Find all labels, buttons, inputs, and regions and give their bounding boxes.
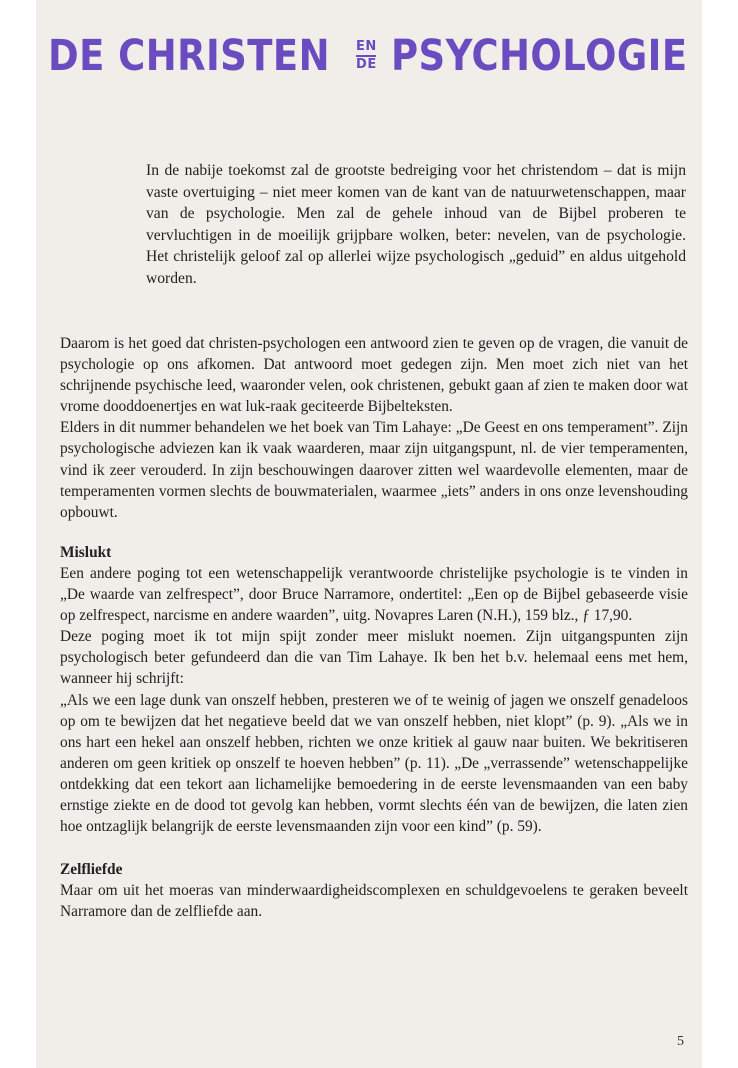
title-connector-top: EN <box>356 39 377 54</box>
title-connector <box>356 40 377 72</box>
intro-block <box>146 160 686 290</box>
page-number: 5 <box>677 1034 684 1049</box>
paragraph-4: Deze poging moet ik tot mijn spijt zonder meer mislukt noemen. Zijn uitgangspunten zijn psychologisch beter gefundeerd dan die van Tim Lahaye. Ik ben het b.v. helemaal eens met hem, wanneer hij schrijft: <box>60 628 688 688</box>
paragraph-5: „Als we een lage dunk van onszelf hebben, presteren we of te weinig of jagen we onszelf genadeloos op om te bewijzen dat het negatieve beeld dat we van onszelf hebben, niet klopt” (p. 9). „Als we in ons hart een hekel aan onszelf hebben, richten we onze kritiek al gauw naar buiten. We bekritiseren anderen om geen kritiek op onszelf te hoeven hebben” (p. 11). „De „verrassende” wetenschappelijke ontdekking dat een tekort aan lichamelijke bemoedering in de eerste levensmaanden van een baby ernstige ziekte en de dood tot gevolg kan hebben, vormt slechts één van de bewijzen, die laten zien hoe ontzaglijk belangrijk de eerste levensmaanden zijn voor een kind” (p. 59). <box>60 691 688 836</box>
paragraph-3: Een andere poging tot een wetenschappelijk verantwoorde christelijke psychologie is te vinden in „De waarde van zelfrespect”, door Bruce Narramore, ondertitel: „Een op de Bijbel gebaseerde visie op zelfrespect, narcisme en andere waarden”, uitg. Novapres Laren (N.H.), 159 blz., ƒ 17,90. <box>60 564 688 625</box>
paragraph-1: Daarom is het goed dat christen-psychologen een antwoord zien te geven op de vragen, die vanuit de psychologie op ons afkomen. Dat antwoord moet gedegen zijn. Men moet zich niet van het schrijnende psychische leed, waaronder velen, ook christenen, gebukt gaan af zien te maken door wat vrome dooddoenertjes en wat luk-raak geciteerde Bijbelteksten. <box>60 335 688 416</box>
title-right: PSYCHOLOGIE <box>390 31 688 81</box>
paragraph-6: Maar om uit het moeras van minderwaardigheidscomplexen en schuldgevoelens te geraken beveelt Narramore dan de zelfliefde aan. <box>60 882 688 921</box>
title-left: DE CHRISTEN <box>48 31 330 81</box>
heading-zelfliefde: Zelfliefde <box>60 861 123 879</box>
page <box>36 0 702 1068</box>
intro-paragraph: In de nabije toekomst zal de grootste bedreiging voor het christendom – dat is mijn vaste overtuiging – niet meer komen van de kant van de natuurwetenschappen, maar van de psychologie. Men zal de gehele inhoud van de Bijbel proberen te vervluchtigen in de moeilijk grijpbare wolken, beter: nevelen, van de psychologie. Het christelijk geloof zal op allerlei wijze psychologisch „geduid” en aldus uitgehold worden. <box>146 162 686 287</box>
heading-mislukt: Mislukt <box>60 543 112 561</box>
paragraph-2: Elders in dit nummer behandelen we het boek van Tim Lahaye: „De Geest en ons temperament”. Zijn psychologische adviezen kan ik vaak waarderen, maar zijn uitgangspunt, nl. de vier temperamenten, vind ik zeer verouderd. In zijn beschouwingen daarover zitten wel waardevolle elementen, maar de temperamenten vormen slechts de bouwmaterialen, waarmee „iets” anders in ons onze levenshouding opbouwt. <box>60 419 688 521</box>
title-connector-bottom: DE <box>356 57 377 72</box>
article-title <box>48 30 696 82</box>
article-body <box>60 333 688 922</box>
